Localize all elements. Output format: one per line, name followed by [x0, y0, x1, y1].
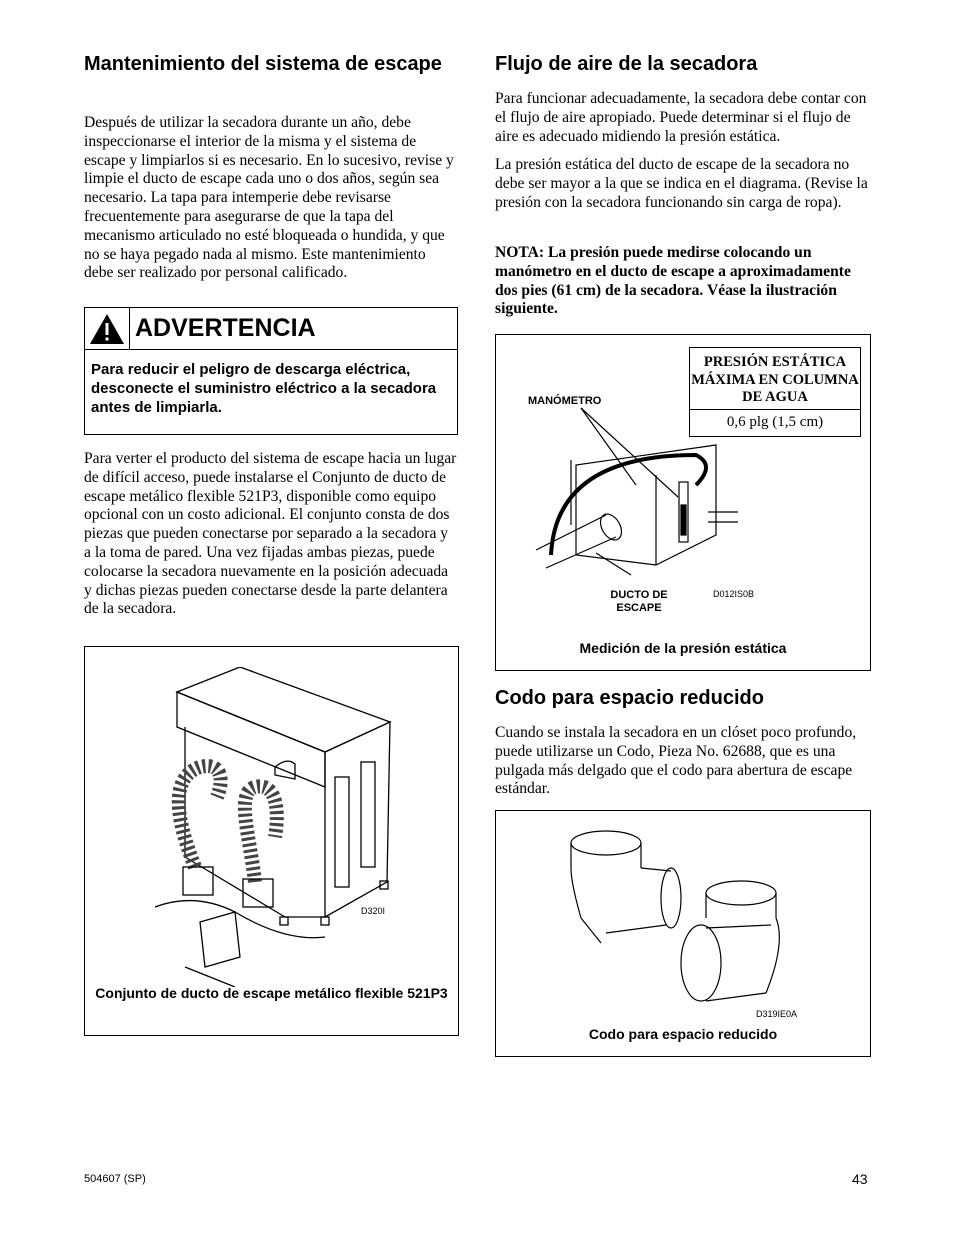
section-heading-codo: Codo para espacio reducido	[495, 687, 764, 709]
figure-code-d012is0b: D012IS0B	[713, 589, 755, 599]
elbow-illustration	[561, 823, 811, 1013]
figure-code-d319ie0a: D319IE0A	[756, 1009, 798, 1019]
dryer-figure	[84, 646, 459, 1036]
pressure-table-header: PRESIÓN ESTÁTICA MÁXIMA EN COLUMNA DE AGUA	[690, 348, 860, 410]
flujo-paragraph-1: Para funcionar adecuadamente, la secadora debe contar con el flujo de aire apropiado. Puede determinar si el flujo de aire es adecuado midiendo la presión estática.	[495, 90, 867, 145]
manometer-illustration	[516, 405, 756, 595]
dryer-illustration	[155, 667, 405, 987]
mantenimiento-paragraph: Después de utilizar la secadora durante un año, debe inspeccionarse el interior de la misma y el sistema de escape y limpiarlos si es necesario. En lo sucesivo, revise y limpie el ducto de escape cada uno o dos años, según sea necesario. La tapa para intemperie debe revisarse frecuentemente para asegurarse de que la tapa del mecanismo articulado no esté bloqueada o hundida, y que no se haya pegado nada al mismo. Este mantenimiento debe ser realizado por personal calificado.	[84, 114, 454, 282]
manometro-label: MANÓMETRO	[528, 395, 602, 407]
nota-paragraph: NOTA: La presión puede medirse colocando un manómetro en el ducto de escape a aproximadamente dos pies (61 cm) de la secadora. Véase la ilustración siguiente.	[495, 244, 851, 318]
section-heading-flujo: Flujo de aire de la secadora	[495, 53, 758, 75]
elbow-figure	[495, 810, 871, 1057]
static-pressure-figure	[495, 334, 871, 671]
flujo-paragraph-2: La presión estática del ducto de escape de la secadora no debe ser mayor a la que se indica en el diagrama. (Revise la presión con la secadora funcionando sin carga de ropa).	[495, 156, 868, 211]
warning-box	[84, 307, 458, 435]
page-number: 43	[852, 1171, 868, 1187]
document-number: 504607 (SP)	[84, 1173, 146, 1185]
elbow-figure-caption: Codo para espacio reducido	[588, 1026, 778, 1042]
warning-icon	[85, 308, 130, 350]
figure-code-d320i: D320I	[361, 906, 386, 916]
ducto-label: DUCTO DE ESCAPE	[610, 589, 668, 614]
dryer-figure-caption: Conjunto de ducto de escape metálico flexible 521P3	[95, 985, 448, 1001]
codo-paragraph: Cuando se instala la secadora en un clóset poco profundo, puede utilizarse un Codo, Pieza No. 62688, que es una pulgada más delgado que el codo para abertura de escape estándar.	[495, 724, 857, 798]
warning-title: ADVERTENCIA	[135, 314, 316, 342]
pressure-table-value: 0,6 plg (1,5 cm)	[726, 414, 824, 430]
static-pressure-caption: Medición de la presión estática	[579, 640, 787, 656]
warning-text: Para reducir el peligro de descarga eléctrica, desconecte el suministro eléctrico a la secadora antes de limpiarla.	[91, 361, 437, 416]
ducto-paragraph: Para verter el producto del sistema de escape hacia un lugar de difícil acceso, puede instalarse el Conjunto de ducto de escape metálico flexible 521P3, disponible como equipo opcional con un costo adicional. El conjunto consta de dos piezas que pueden conectarse por separado a la secadora y a la toma de pared. Una vez fijadas ambas piezas, puede colocarse la secadora nuevamente en la posición adecuada y dichas piezas pueden conectarse desde la parte delantera de la secadora.	[84, 450, 457, 618]
section-heading-mantenimiento: Mantenimiento del sistema de escape	[84, 53, 442, 75]
